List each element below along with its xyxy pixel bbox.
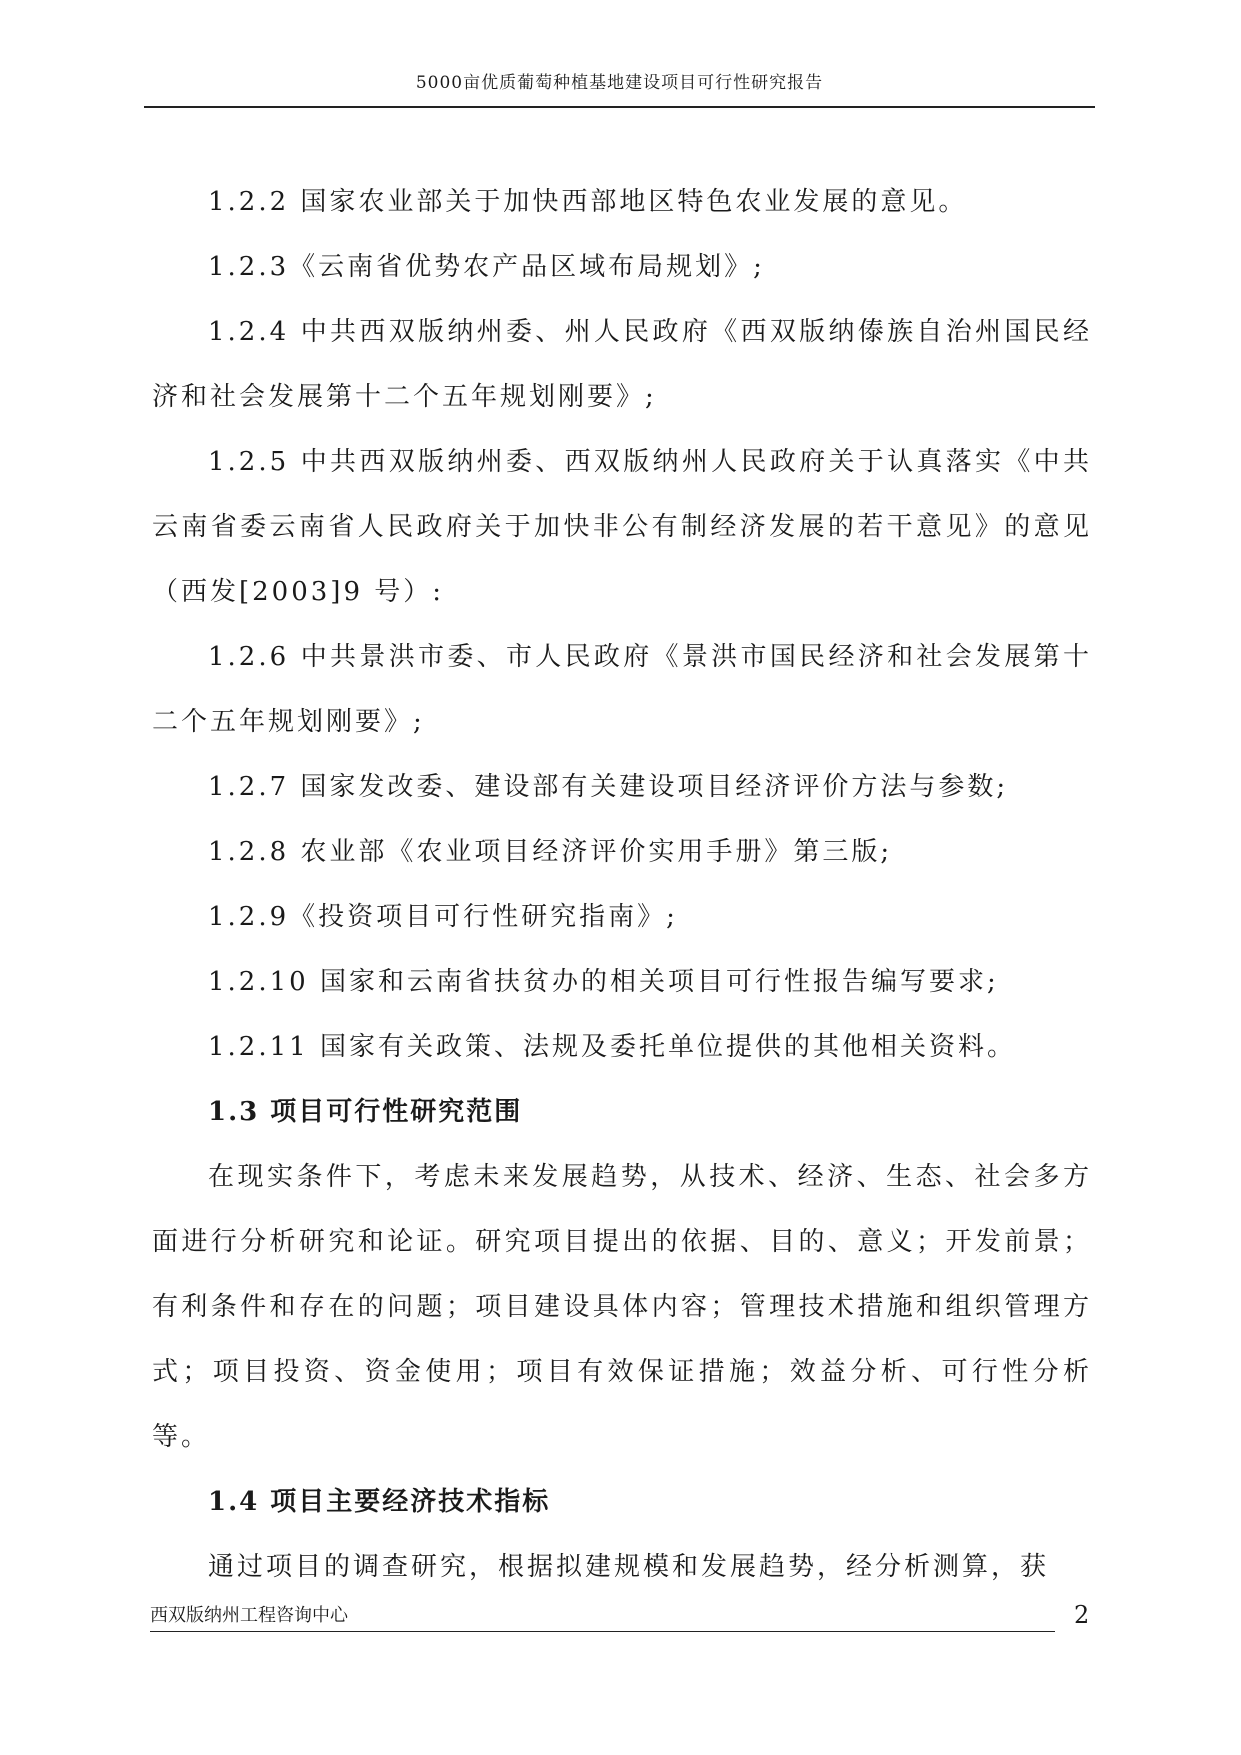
paragraph-scope: 在现实条件下，考虑未来发展趋势，从技术、经济、生态、社会多方面进行分析研究和论证。研究项目提出的依据、目的、意义；开发前景；有利条件和存在的问题；项目建设具体内容；管理技术措施和组织管理方式；项目投资、资金使用；项目有效保证措施；效益分析、可行性分析等。 bbox=[152, 1162, 1092, 1452]
document-body bbox=[152, 170, 1092, 1600]
footer-organization: 西双版纳州工程咨询中心 bbox=[150, 1605, 348, 1626]
paragraph-1-2-9: 1.2.9《投资项目可行性研究指南》; bbox=[208, 902, 678, 932]
paragraph-1-2-4: 1.2.4 中共西双版纳州委、州人民政府《西双版纳傣族自治州国民经济和社会发展第十二个五年规划刚要》; bbox=[152, 317, 1092, 412]
page-number: 2 bbox=[1074, 1601, 1090, 1629]
paragraph-1-2-7: 1.2.7 国家发改委、建设部有关建设项目经济评价方法与参数; bbox=[208, 772, 1009, 802]
section-heading-1-4: 1.4 项目主要经济技术指标 bbox=[208, 1487, 551, 1517]
page-header bbox=[144, 66, 1095, 108]
page-footer bbox=[150, 1603, 1055, 1632]
paragraph-1-2-11: 1.2.11 国家有关政策、法规及委托单位提供的其他相关资料。 bbox=[208, 1032, 1016, 1062]
header-title: 5000亩优质葡萄种植基地建设项目可行性研究报告 bbox=[415, 73, 824, 93]
paragraph-1-2-6: 1.2.6 中共景洪市委、市人民政府《景洪市国民经济和社会发展第十二个五年规划刚要》; bbox=[152, 642, 1092, 737]
paragraph-1-2-3: 1.2.3《云南省优势农产品区域布局规划》; bbox=[208, 252, 765, 282]
paragraph-1-2-5: 1.2.5 中共西双版纳州委、西双版纳州人民政府关于认真落实《中共云南省委云南省人民政府关于加快非公有制经济发展的若干意见》的意见（西发[2003]9 号）: bbox=[152, 447, 1092, 607]
paragraph-indicators: 通过项目的调查研究，根据拟建规模和发展趋势，经分析测算，获 bbox=[208, 1552, 1050, 1582]
section-heading-1-3: 1.3 项目可行性研究范围 bbox=[208, 1097, 523, 1127]
paragraph-1-2-2: 1.2.2 国家农业部关于加快西部地区特色农业发展的意见。 bbox=[208, 187, 968, 217]
paragraph-1-2-8: 1.2.8 农业部《农业项目经济评价实用手册》第三版; bbox=[208, 837, 893, 867]
paragraph-1-2-10: 1.2.10 国家和云南省扶贫办的相关项目可行性报告编写要求; bbox=[208, 967, 999, 997]
